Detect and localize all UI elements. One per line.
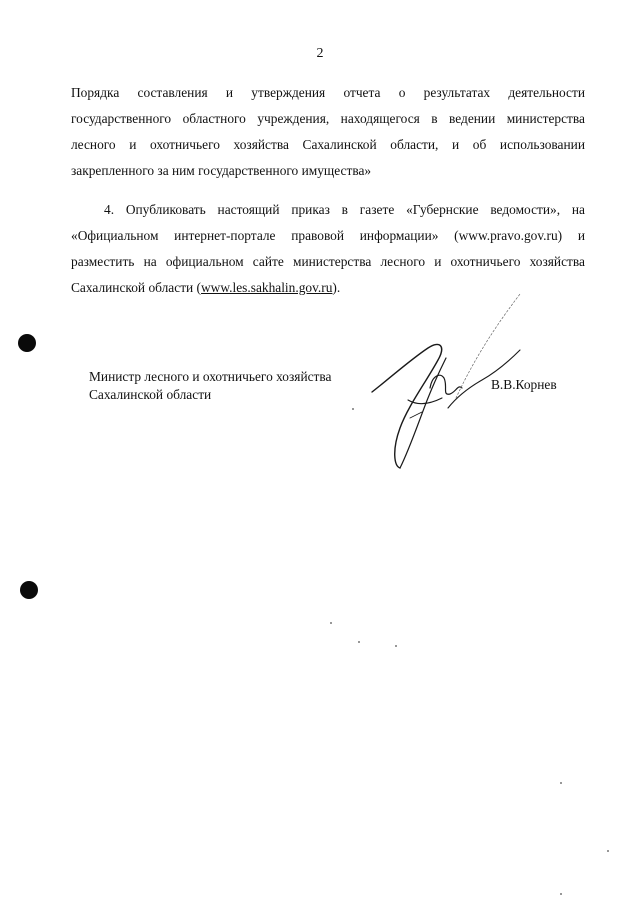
signer-title-line: Сахалинской области [89,387,212,402]
scan-speck [330,622,332,624]
paragraph-line: «Официальном интернет-портале правовой информации» (www.pravo.gov.ru) и [71,228,585,243]
paragraph-line: 4. Опубликовать настоящий приказ в газете «Губернские ведомости», на [104,202,585,217]
paragraph-line: лесного и охотничьего хозяйства Сахалинской области, и об использовании [71,137,585,152]
signer-title-line: Министр лесного и охотничьего хозяйства [89,369,332,384]
page-number: 2 [316,46,324,61]
scan-speck [560,782,562,784]
paragraph-line: Порядка составления и утверждения отчета о результатах деятельности [71,85,585,100]
link-prefix: Сахалинской области ( [71,280,202,295]
scan-speck [560,893,562,895]
scan-speck [358,641,360,643]
paragraph-line: разместить на официальном сайте министерства лесного и охотничьего хозяйства [71,254,585,269]
paragraph-continuation [71,80,585,184]
paragraph-line: закрепленного за ним государственного имущества» [71,163,372,178]
link-suffix: ). [332,280,341,295]
ministry-website-link[interactable]: www.les.sakhalin.gov.ru [201,280,333,295]
punch-hole-icon [18,334,36,352]
signer-title [89,368,332,404]
scan-speck [352,408,354,410]
paragraph-line: государственного областного учреждения, находящегося в ведении министерства [71,111,585,126]
punch-hole-icon [20,581,38,599]
signer-name: В.В.Корнев [491,377,557,392]
scan-speck [395,645,397,647]
paragraph-item-4 [71,197,585,301]
scan-speck [607,850,609,852]
